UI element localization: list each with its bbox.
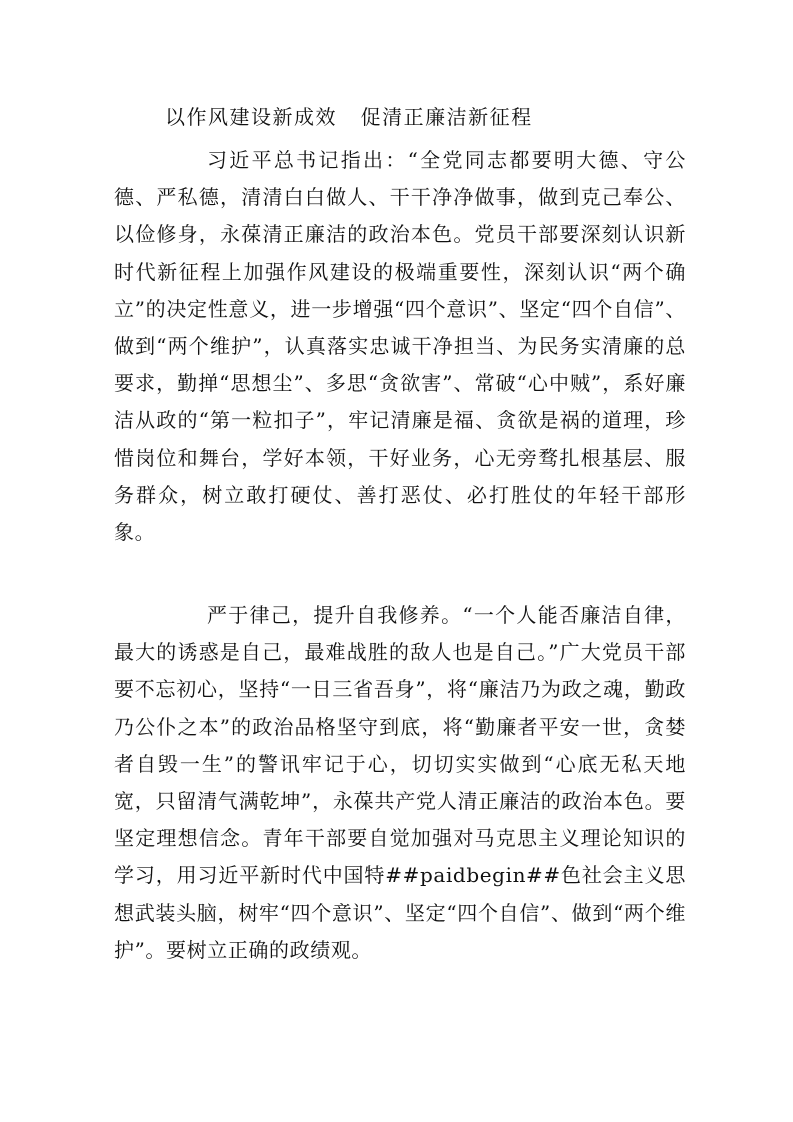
paragraph-1: 习近平总书记指出：“全党同志都要明大德、守公德、严私德，清清白白做人、干干净净做事，做到克己奉公、以俭修身，永葆清正廉洁的政治本色。党员干部要深刻认识新时代新征程上加强作风建设的极端重要性，深刻认识“两个确立”的决定性意义，进一步增强“四个意识”、坚定“四个自信”、做到“两个维护”，认真落实忠诚干净担当、为民务实清廉的总要求，勤掸“思想尘”、多思“贪欲害”、常破“心中贼”，系好廉洁从政的“第一粒扣子”，牢记清廉是福、贪欲是祸的道理，珍惜岗位和舞台，学好本领，干好业务，心无旁骛扎根基层、服务群众，树立敢打硬仗、善打恶仗、必打胜仗的年轻干部形象。 bbox=[114, 148, 686, 545]
paragraph-2: 严于律己，提升自我修养。“一个人能否廉洁自律，最大的诱惑是自己，最难战胜的敌人也是自己。”广大党员干部要不忘初心，坚持“一日三省吾身”，将“廉洁乃为政之魂，勤政乃公仆之本”的政治品格坚守到底，将“勤廉者平安一世，贪婪者自毁一生”的警讯牢记于心，切切实实做到“心底无私天地宽，只留清气满乾坤”，永葆共产党人清正廉洁的政治本色。要坚定理想信念。青年干部要自觉加强对马克思主义理论知识的学习，用习近平新时代中国特##paidbegin##色社会主义思想武装头脑，树牢“四个意识”、坚定“四个自信”、做到“两个维护”。要树立正确的政绩观。 bbox=[114, 603, 686, 962]
document-title: 以作风建设新成效 促清正廉洁新征程 bbox=[165, 105, 533, 129]
